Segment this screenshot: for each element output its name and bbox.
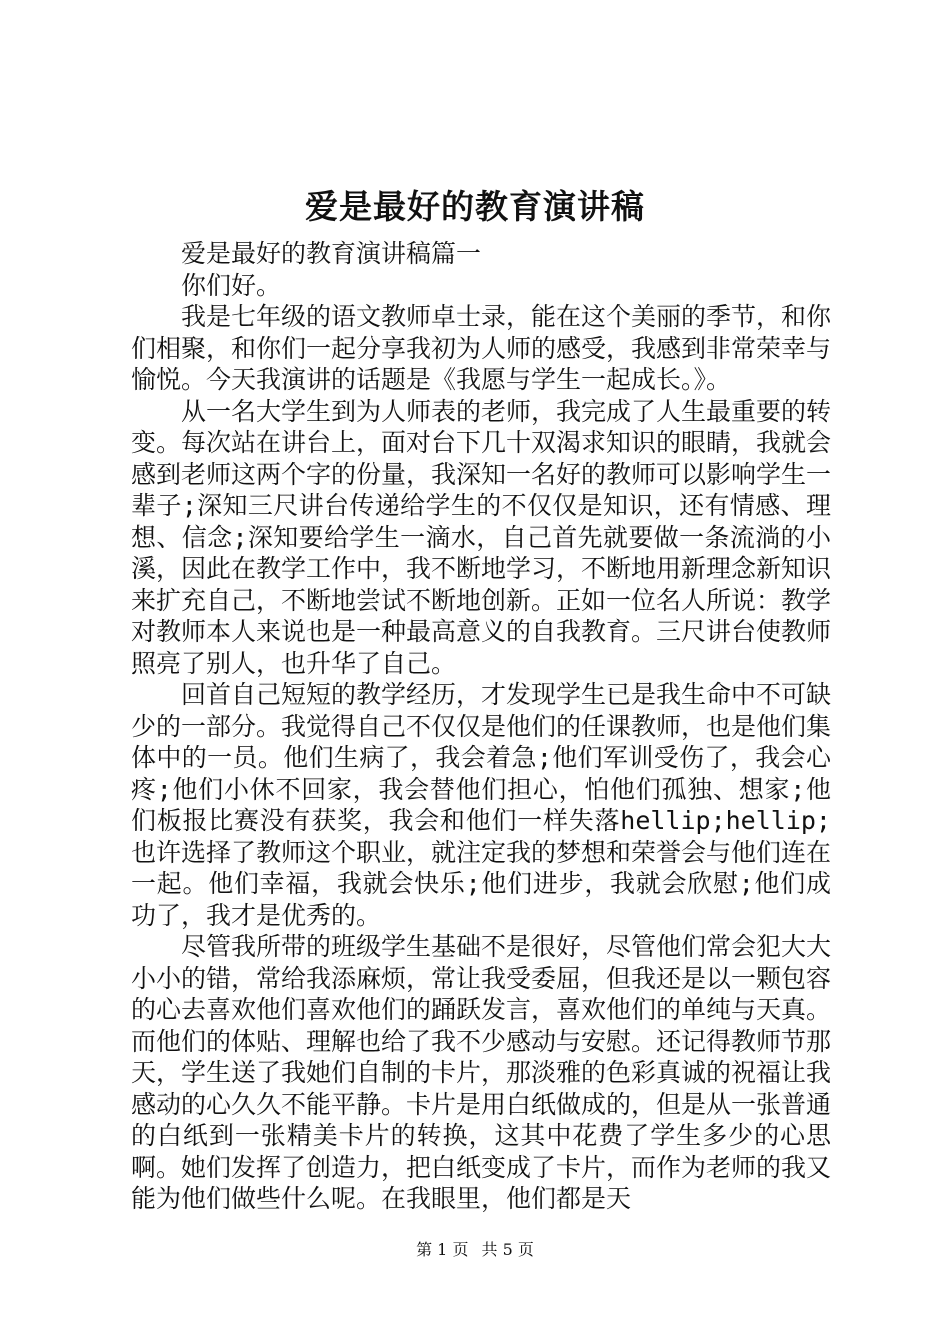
body-paragraph: 尽管我所带的班级学生基础不是很好，尽管他们常会犯大大小小的错，常给我添麻烦，常让我受委屈，但我还是以一颗包容的心去喜欢他们喜欢他们的踊跃发言，喜欢他们的单纯与天真。而他们的体贴、理解也给了我不少感动与安慰。还记得教师节那天，学生送了我她们自制的卡片，那淡雅的色彩真诚的祝福让我感动的心久久不能平静。卡片是用白纸做成的，但是从一张普通的白纸到一张精美卡片的转换，这其中花费了学生多少的心思啊。她们发挥了创造力，把白纸变成了卡片，而作为老师的我又能为他们做些什么呢。在我眼里，他们都是天 (131, 932, 832, 1213)
body-paragraph: 回首自己短短的教学经历，才发现学生已是我生命中不可缺少的一部分。我觉得自己不仅仅是他们的任课教师，也是他们集体中的一员。他们生病了，我会着急;他们军训受伤了，我会心疼;他们小休不回家，我会替他们担心，怕他们孤独、想家;他们板报比赛没有获奖，我会和他们一样失落hellip;hellip;也许选择了教师这个职业，就注定我的梦想和荣誉会与他们连在一起。他们幸福，我就会快乐;他们进步，我就会欣慰;他们成功了，我才是优秀的。 (131, 680, 832, 930)
document-body (131, 238, 831, 1215)
body-paragraph: 从一名大学生到为人师表的老师，我完成了人生最重要的转变。每次站在讲台上，面对台下几十双渴求知识的眼睛，我就会感到老师这两个字的份量，我深知一名好的教师可以影响学生一辈子;深知三尺讲台传递给学生的不仅仅是知识，还有情感、理想、信念;深知要给学生一滴水，自己首先就要做一条流淌的小溪，因此在教学工作中，我不断地学习，不断地用新理念新知识来扩充自己，不断地尝试不断地创新。正如一位名人所说：教学对教师本人来说也是一种最高意义的自我教育。三尺讲台使教师照亮了别人，也升华了自己。 (131, 396, 832, 678)
document-title: 爱是最好的教育演讲稿 (305, 187, 645, 226)
page-number: 第 1 页 (416, 1240, 469, 1259)
subtitle-paragraph: 爱是最好的教育演讲稿篇一 (181, 239, 482, 268)
greeting-paragraph: 你们好。 (181, 270, 282, 300)
page-footer (0, 1239, 950, 1261)
body-paragraph: 我是七年级的语文教师卓士录，能在这个美丽的季节，和你们相聚，和你们一起分享我初为人师的感受，我感到非常荣幸与愉悦。今天我演讲的话题是《我愿与学生一起成长。》。 (131, 302, 832, 394)
page-total: 共 5 页 (481, 1240, 534, 1259)
